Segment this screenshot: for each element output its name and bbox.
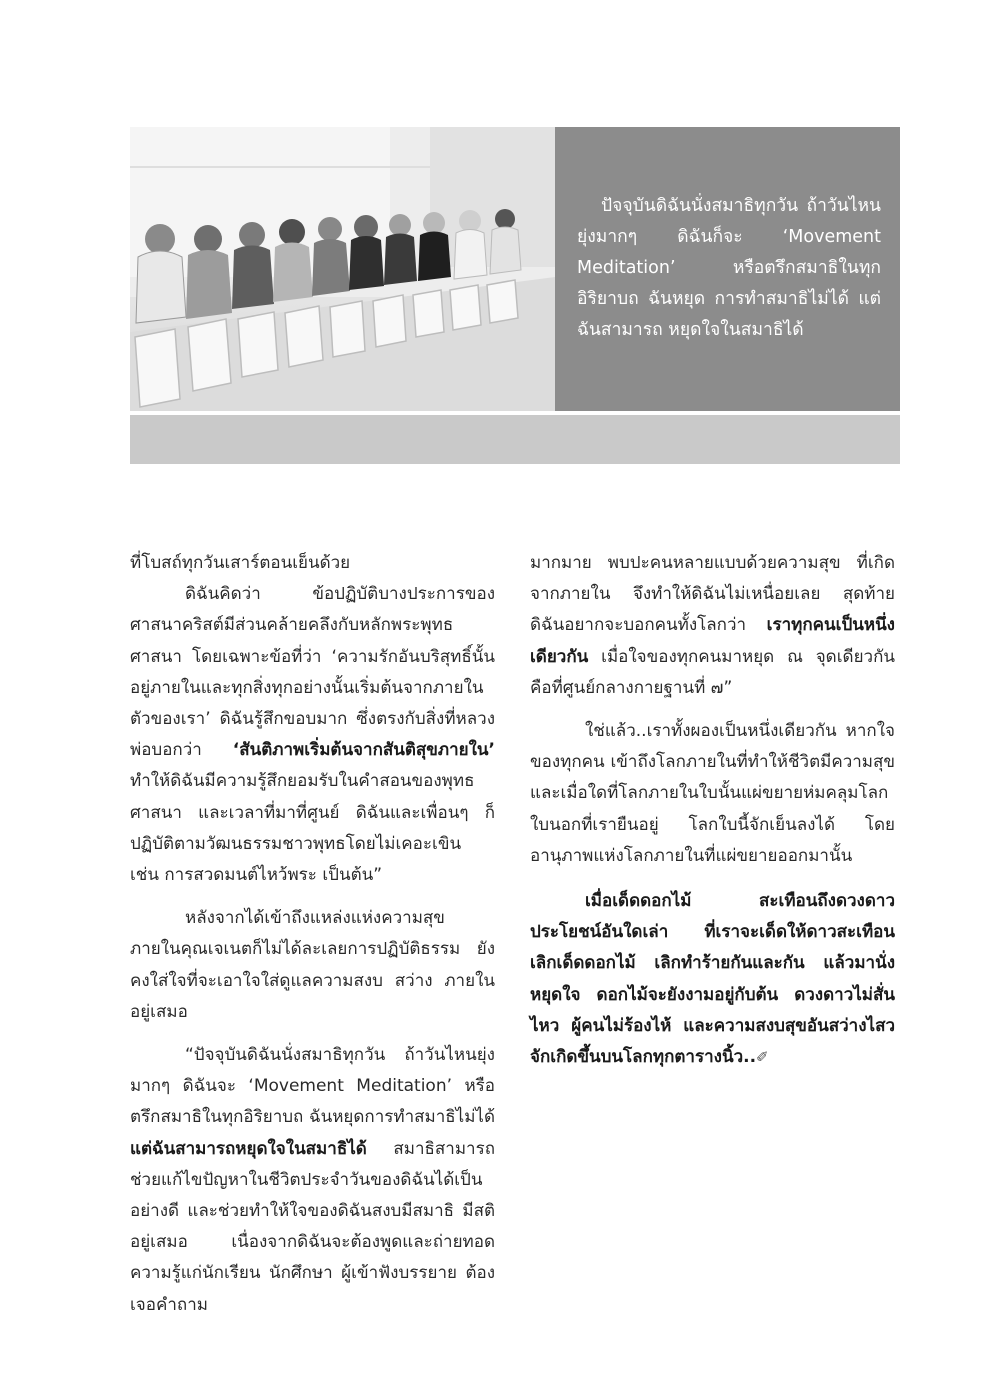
left-p2-text-b: ทำให้ดิฉันมีความรู้สึกยอมรับในคำสอนของพุทธศาสนา และเวลาที่มาที่ศูนย์ ดิฉันและเพื่อนๆ ก็ปฏิบัติตามวัฒนธรรมชาวพุทธโดยไม่เคอะเขิน เช่น การสวดมนต์ไหว้พระ เป็นต้น” — [130, 771, 495, 886]
right-p1-text-a: มากมาย พบปะคนหลายแบบด้วยความสุข ที่เกิดจากภายใน จึงทำให้ดิฉันไม่เหนื่อยเลย สุดท้ายดิฉันอยากจะบอกคนทั้งโลกว่า — [530, 553, 895, 636]
right-paragraph-2: ใช่แล้ว..เราทั้งผองเป็นหนึ่งเดียวกัน หากใจของทุกคน เข้าถึงโลกภายในที่ทำให้ชีวิตมีความสุข และเมื่อใดที่โลกภายในใบนั้นแผ่ขยายห่มคลุมโลกใบนอกที่เรายืนอยู่ โลกใบนี้จักเย็นลงได้ โดยอานุภาพแห่งโลกภายในที่แผ่ขยายออกมานั้น — [530, 721, 895, 866]
hero-gray-band — [130, 415, 900, 464]
left-paragraph-4 — [130, 1040, 495, 1321]
hero-section — [130, 127, 900, 464]
meditation-group-photo — [130, 127, 555, 411]
photo-illustration — [130, 127, 555, 411]
left-p4-text-a: “ปัจจุบันดิฉันนั่งสมาธิทุกวัน ถ้าวันไหนยุ่งมากๆ ดิฉันจะ ‘Movement Meditation’ หรือตรึกสมาธิในทุกอิริยาบถ ฉันหยุดการทำสมาธิไม่ได้ — [130, 1045, 495, 1128]
left-paragraph-1: ที่โบสถ์ทุกวันเสาร์ตอนเย็นด้วย — [130, 553, 351, 573]
right-paragraph-3 — [530, 886, 895, 1073]
right-p1-bold: เราทุกคนเป็นหนึ่งเดียวกัน — [530, 615, 895, 667]
feather-end-icon: ✐ — [756, 1048, 769, 1067]
left-p4-bold: แต่ฉันสามารถหยุดใจในสมาธิได้ — [130, 1138, 367, 1159]
right-column — [530, 548, 895, 1073]
left-paragraph-3: หลังจากได้เข้าถึงแหล่งแห่งความสุขภายในคุณเจเนตก็ไม่ได้ละเลยการปฏิบัติธรรม ยังคงใส่ใจที่จะเอาใจใส่ดูแลความสงบ สว่าง ภายในอยู่เสมอ — [130, 908, 495, 1022]
right-paragraph-1 — [530, 548, 895, 704]
left-p2-text-a: ดิฉันคิดว่า ข้อปฏิบัติบางประการของศาสนาคริสต์มีส่วนคล้ายคลึงกับหลักพระพุทธศาสนา โดยเฉพาะข้อที่ว่า ‘ความรักอันบริสุทธิ์นั้นอยู่ภายในและทุกสิ่งทุกอย่างนั้นเริ่มต้นจากภายในตัวของเรา’ ดิฉันรู้สึกขอบมาก ซึ่งตรงกับสิ่งที่หลวงพ่อบอกว่า — [130, 584, 495, 761]
right-p3-text: เมื่อเด็ดดอกไม้ สะเทือนถึงดวงดาว ประโยชน์อันใดเล่า ที่เราจะเด็ดให้ดาวสะเทือน เลิกเด็ดดอกไม้ เลิกทำร้ายกันและกัน แล้วมานั่งหยุดใจ ดอกไม้จะยังงามอยู่กับต้น ดวงดาวไม่สั่นไหว ผู้คนไม่ร้องไห้ และความสงบสุขอันสว่างไสว จักเกิดขึ้นบนโลกทุกตารางนิ้ว.. — [530, 891, 895, 1068]
left-paragraph-2 — [130, 579, 495, 891]
right-p1-text-b: เมื่อใจของทุกคนมาหยุด ณ จุดเดียวกัน คือที่ศูนย์กลางกายฐานที่ ๗” — [530, 646, 895, 698]
hero-quote-text: ปัจจุบันดิฉันนั่งสมาธิทุกวัน ถ้าวันไหนยุ่งมากๆ ดิฉันก็จะ ‘Movement Meditation’ หรือตรึกสมาธิในทุกอิริยาบถ ฉันหยุด การทำสมาธิไม่ได้ แต่ฉันสามารถ หยุดใจในสมาธิได้ — [577, 196, 881, 340]
hero-quote-box — [555, 127, 900, 411]
left-p4-text-b: สมาธิสามารถช่วยแก้ไขปัญหาในชีวิตประจำวันของดิฉันได้เป็นอย่างดี และช่วยทำให้ใจของดิฉันสงบมีสมาธิ มีสติอยู่เสมอ เนื่องจากดิฉันจะต้องพูดและถ่ายทอดความรู้แก่นักเรียน นักศึกษา ผู้เข้าฟังบรรยาย ต้องเจอคำถาม — [130, 1138, 495, 1315]
left-column — [130, 548, 495, 1321]
left-p2-bold: ‘สันติภาพเริ่มต้นจากสันติสุขภายใน’ — [232, 740, 495, 761]
